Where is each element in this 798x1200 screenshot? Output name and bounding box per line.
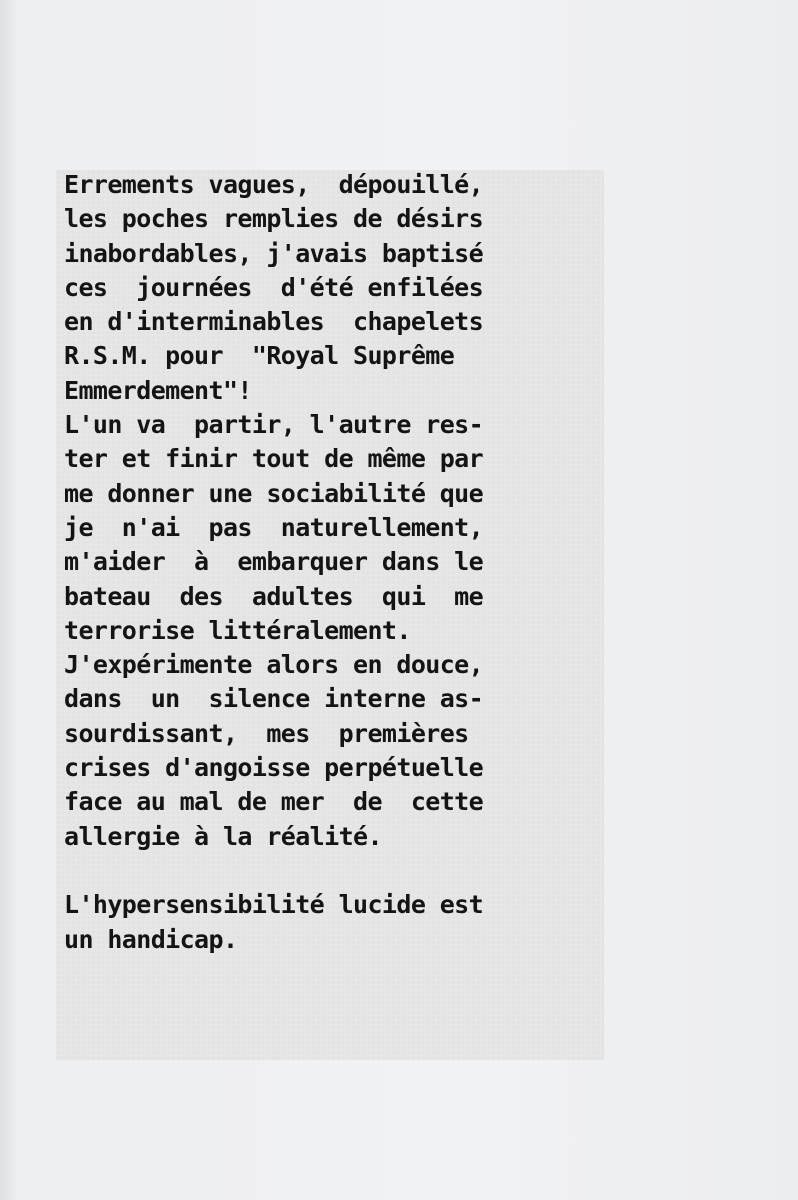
text-line: me donner une sociabilité que: [64, 478, 484, 508]
text-line: je n'ai pas naturellement,: [64, 512, 484, 542]
text-line: L'un va partir, l'autre res-: [64, 410, 484, 440]
text-line: allergie à la réalité.: [64, 821, 382, 851]
text-line: Errements vagues, dépouillé,: [64, 170, 484, 199]
text-line: ter et finir tout de même par: [64, 444, 484, 474]
paragraph-3: [64, 648, 598, 854]
text-line: R.S.M. pour "Royal Suprême: [64, 341, 455, 371]
text-line: terrorise littéralement.: [64, 615, 411, 645]
text-line: Emmerdement"!: [64, 375, 252, 405]
paragraph-1: [64, 168, 598, 408]
text-line: dans un silence interne as-: [64, 684, 484, 714]
text-line: sourdissant, mes premières: [64, 718, 469, 748]
text-line: face au mal de mer de cette: [64, 787, 484, 817]
paragraph-2: [64, 408, 598, 648]
text-line: L'hypersensibilité lucide est: [64, 890, 484, 920]
text-line: J'expérimente alors en douce,: [64, 650, 484, 680]
paragraph-gap: [64, 854, 598, 888]
text-line: bateau des adultes qui me: [64, 581, 484, 611]
typewritten-text: [64, 168, 598, 957]
text-line: en d'interminables chapelets: [64, 307, 484, 337]
text-line: m'aider à embarquer dans le: [64, 547, 484, 577]
text-line: crises d'angoisse perpétuelle: [64, 753, 484, 783]
text-line: les poches remplies de désirs: [64, 204, 484, 234]
paragraph-4: [64, 888, 598, 957]
text-line: inabordables, j'avais baptisé: [64, 238, 484, 268]
text-line: ces journées d'été enfilées: [64, 272, 484, 302]
text-line: un handicap.: [64, 924, 238, 954]
